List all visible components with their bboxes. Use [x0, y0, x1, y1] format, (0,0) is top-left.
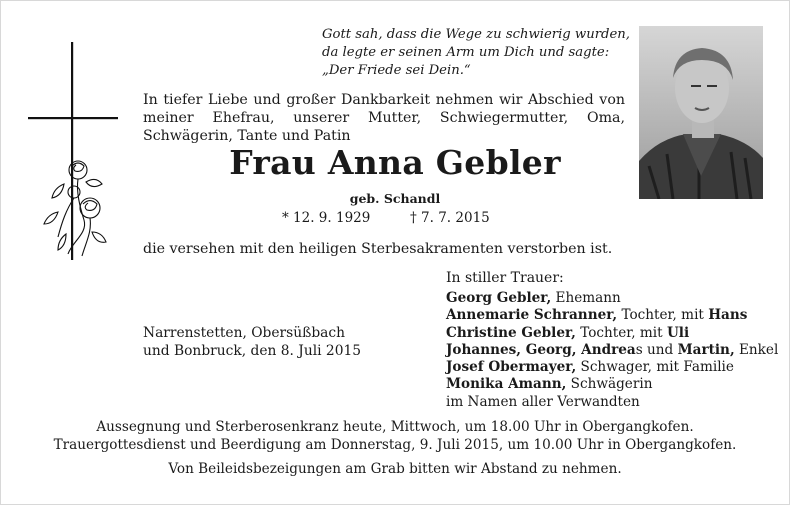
mourner-name: Christine Gebler, — [446, 324, 576, 341]
mourner-name: Uli — [666, 324, 690, 341]
service-info — [0, 418, 790, 478]
birth-date: * 12. 9. 1929 — [282, 210, 371, 226]
mourner-relation: Schwager, mit Familie — [576, 359, 734, 376]
place-date — [143, 325, 361, 360]
mourner-name: Martin, — [677, 341, 735, 358]
mourner-relation: Enkel — [734, 341, 779, 358]
service-line: Aussegnung und Sterberosenkranz heute, Mittwoch, um 18.00 Uhr in Obergangkofen. — [96, 419, 694, 435]
mourner-relation: im Namen aller Verwandten — [446, 393, 640, 410]
mourner-line — [446, 342, 778, 359]
mourner-relation: Schwägerin — [566, 376, 653, 393]
mourner-name: Johannes, Georg, Andrea — [446, 341, 636, 358]
place-line: und Bonbruck, den 8. Juli 2015 — [143, 342, 362, 359]
mourner-name: Monika Amann, — [446, 376, 567, 393]
maiden-name: geb. Schandl — [349, 191, 441, 206]
service-line: Trauergottesdienst und Beerdigung am Donnerstag, 9. Juli 2015, um 10.00 Uhr in Obergangkofen. — [53, 437, 737, 453]
mourner-line — [446, 290, 778, 307]
sacraments-line: die versehen mit den heiligen Sterbesakramenten verstorben ist. — [143, 241, 613, 257]
mourner-name: Josef Obermayer, — [446, 359, 577, 376]
quote-line: da legte er seinen Arm um Dich und sagte: — [322, 45, 610, 60]
mourner-line — [446, 325, 778, 342]
deceased-name: Frau Anna Gebler — [229, 143, 561, 182]
mourner-name: Georg Gebler, — [446, 290, 552, 306]
mourner-name: Annemarie Schranner, — [446, 307, 618, 324]
quote-line: Gott sah, dass die Wege zu schwierig wurden, — [322, 27, 630, 42]
mourner-relation: Ehemann — [551, 290, 621, 306]
mourner-relation: Tochter, mit — [575, 324, 667, 341]
place-line: Narrenstetten, Obersüßbach — [143, 325, 345, 341]
mourner-name: Hans — [708, 307, 748, 324]
mourners-heading: In stiller Trauer: — [446, 270, 564, 286]
mourner-line — [446, 376, 778, 393]
mourner-line — [446, 307, 778, 324]
mourner-relation: s und — [635, 341, 678, 358]
quote-line: „Der Friede sei Dein.“ — [322, 63, 471, 78]
mourner-line — [446, 394, 778, 411]
quote-text — [322, 26, 642, 80]
mourners-list — [446, 290, 778, 411]
mourner-relation: Tochter, mit — [617, 307, 709, 324]
intro-paragraph: In tiefer Liebe und großer Dankbarkeit nehmen wir Abschied von meiner Ehefrau, unserer Mutter, Schwiegermutter, Oma, Schwägerin, Tante und Patin — [143, 92, 625, 144]
mourner-line — [446, 359, 778, 376]
death-date: † 7. 7. 2015 — [410, 210, 490, 226]
service-line: Von Beileidsbezeigungen am Grab bitten wir Abstand zu nehmen. — [168, 461, 622, 477]
